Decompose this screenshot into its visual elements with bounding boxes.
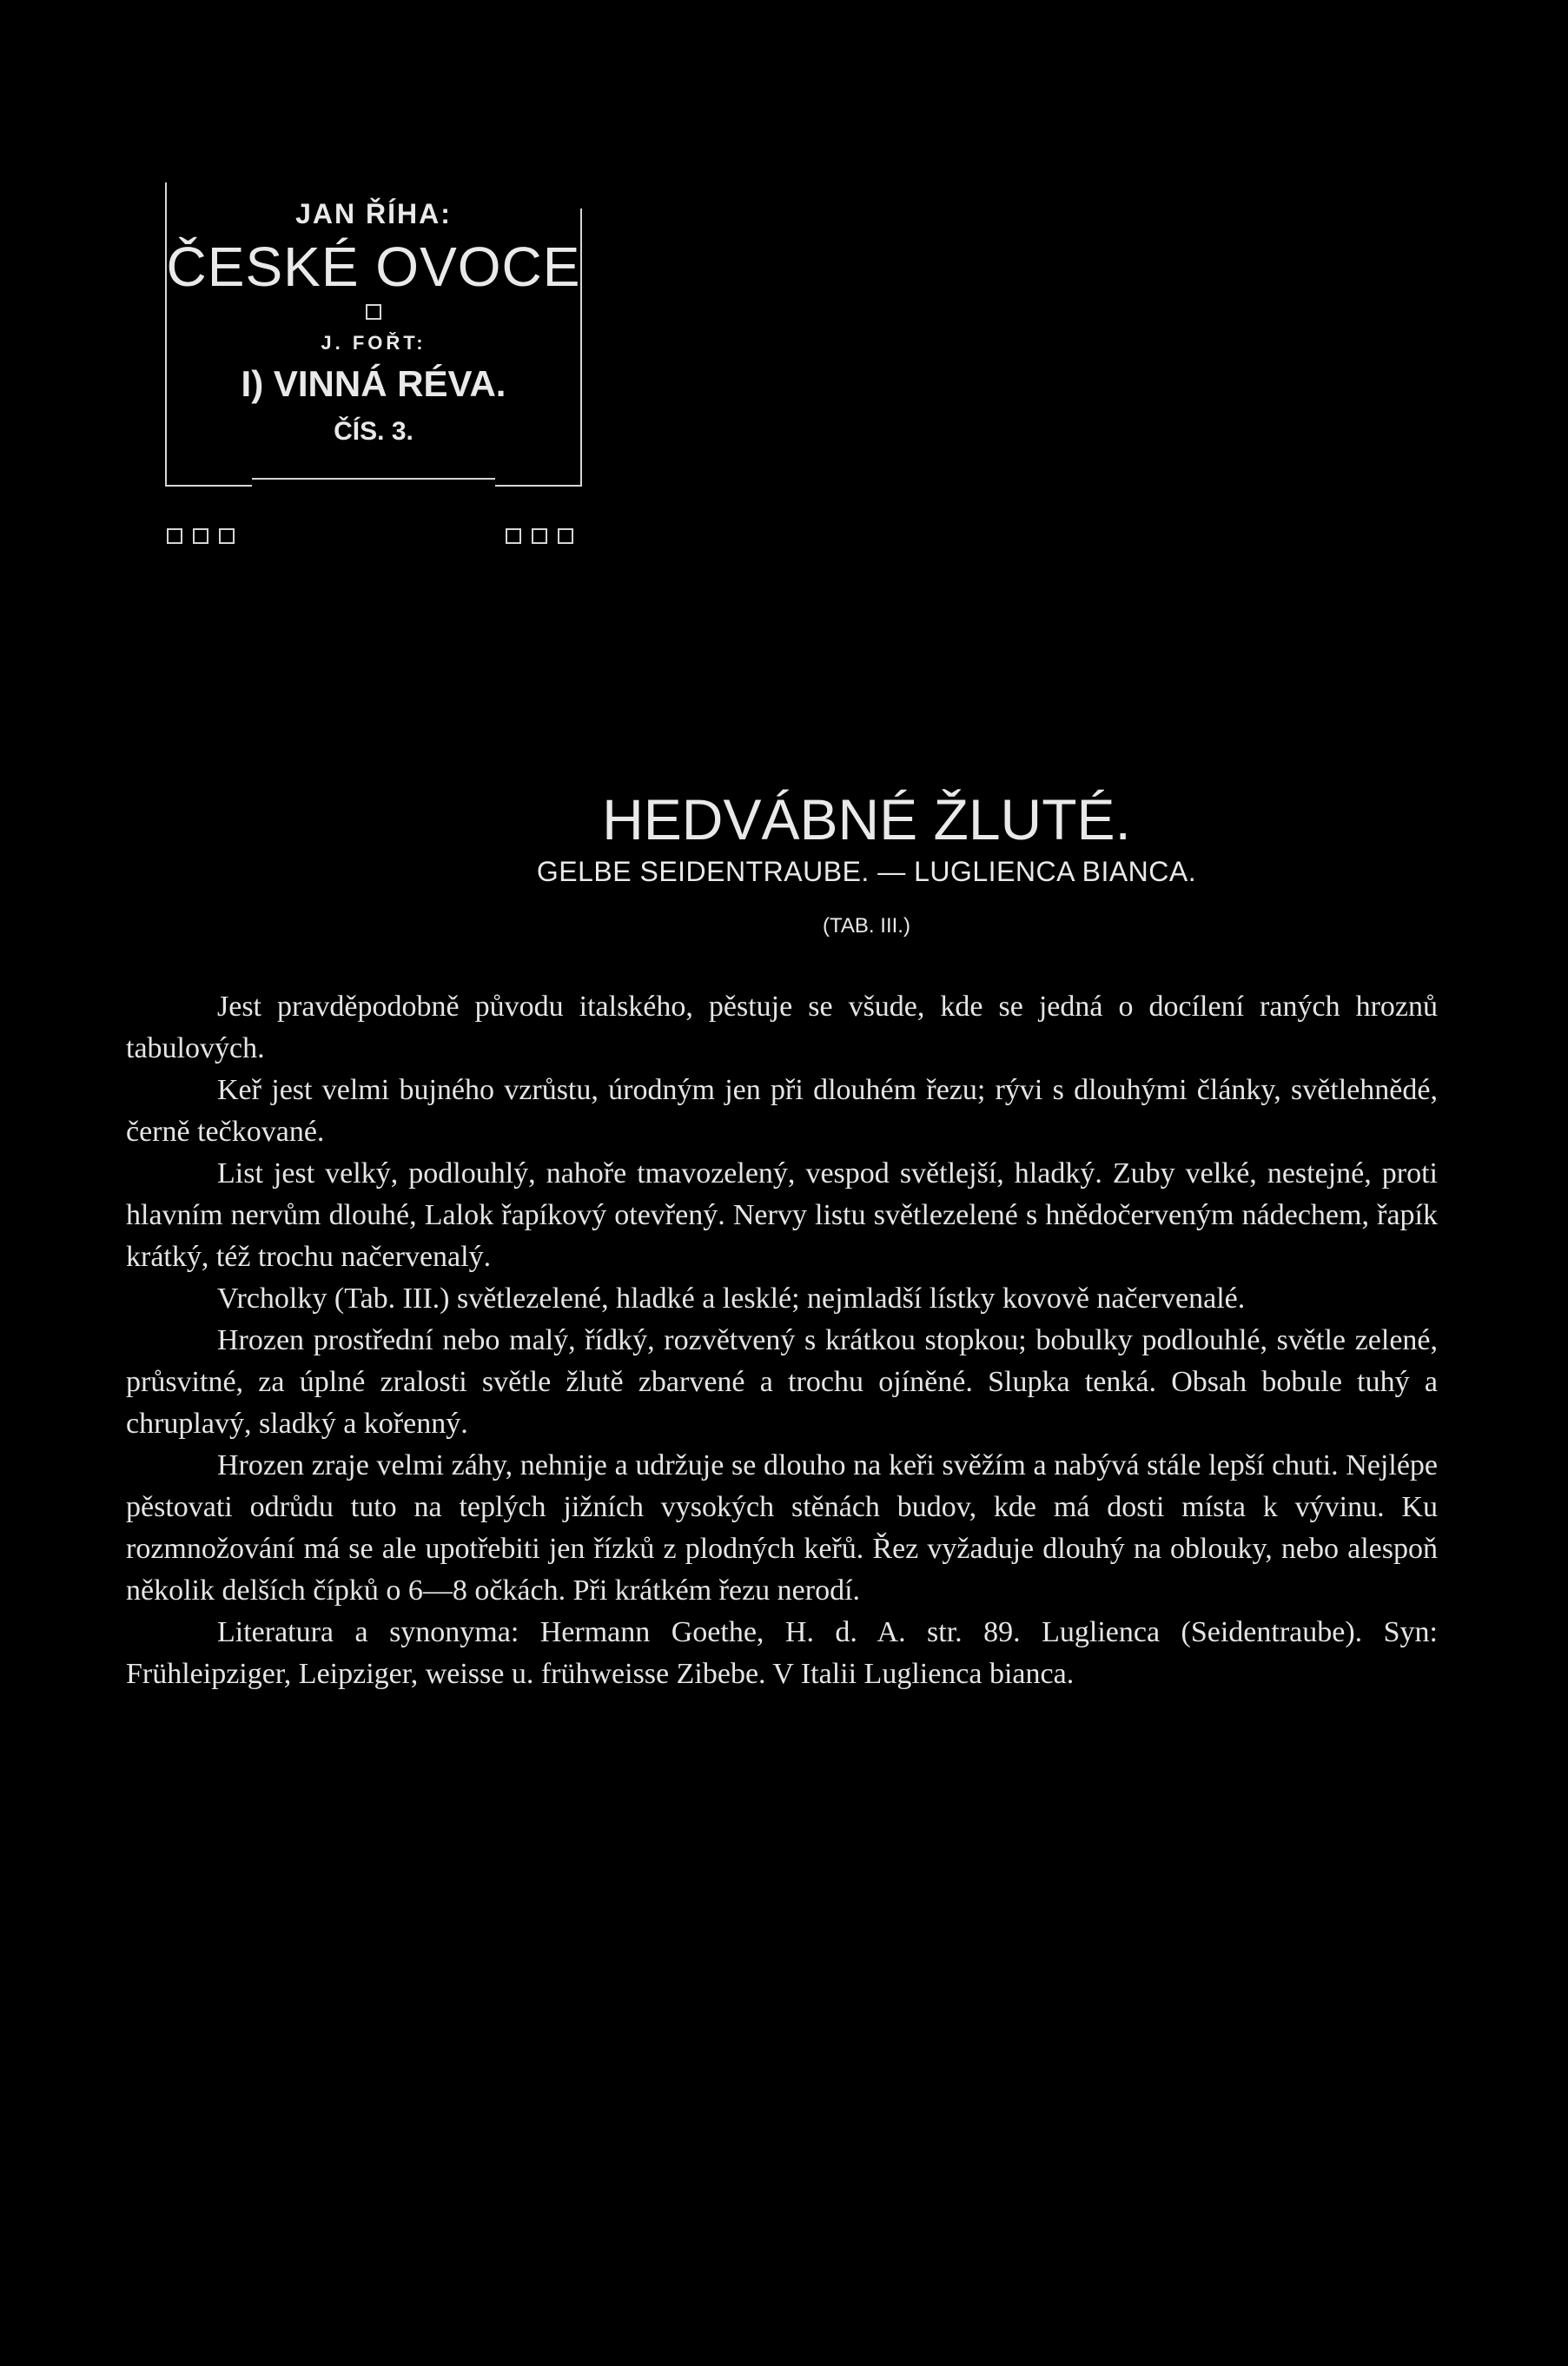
volume-number: ČÍS. 3. bbox=[334, 417, 414, 446]
paragraph-origin: Jest pravděpodobně původu italského, pěstuje se všude, kde se jedná o docílení raných hroznů tabulových. bbox=[126, 991, 1438, 1064]
square-ornament-icon bbox=[167, 528, 182, 544]
sub-author-name: J. FOŘT: bbox=[321, 332, 427, 354]
author-name: JAN ŘÍHA: bbox=[295, 198, 452, 229]
divider-rule bbox=[252, 478, 495, 480]
paragraph-cluster: Hrozen prostřední nebo malý, řídký, rozvětvený s krátkou stopkou; bobulky podlouhlé, světle zelené, průsvitné, za úplné zralosti světle žlutě zbarvené a trochu ojíněné. Slupka tenká. Obsah bobule tuhý a chruplavý, sladký a kořenný. bbox=[126, 1324, 1438, 1440]
volume-title: I) VINNÁ RÉVA. bbox=[241, 363, 506, 404]
description-body bbox=[126, 986, 1438, 1695]
variety-title: HEDVÁBNÉ ŽLUTÉ. bbox=[602, 787, 1131, 852]
series-title: ČESKÉ OVOCE bbox=[166, 235, 581, 298]
square-ornament-icon bbox=[532, 528, 547, 544]
variety-alternate-names: GELBE SEIDENTRAUBE. — LUGLIENCA BIANCA. bbox=[536, 856, 1197, 887]
square-ornament-icon bbox=[558, 528, 573, 544]
table-reference: (TAB. III.) bbox=[823, 914, 910, 938]
series-header-box bbox=[165, 182, 582, 487]
paragraph-bush: Keř jest velmi bujného vzrůstu, úrodným jen při dlouhém řezu; rývi s dlouhými články, světlehnědé, černě tečkované. bbox=[126, 1074, 1438, 1148]
square-ornament-icon bbox=[193, 528, 208, 544]
square-ornament-icon bbox=[366, 304, 381, 320]
square-ornament-icon bbox=[219, 528, 235, 544]
paragraph-leaf: List jest velký, podlouhlý, nahoře tmavozelený, vespod světlejší, hladký. Zuby velké, nestejné, proti hlavním nervům dlouhé, Lalok řapíkový otevřený. Nervy listu světlezelené s hnědočerveným nádechem, řapík krátký, též trochu načervenalý. bbox=[126, 1157, 1438, 1273]
ornament-squares-right bbox=[506, 528, 573, 544]
paragraph-ripening: Hrozen zraje velmi záhy, nehnije a udržuje se dlouho na keři svěžím a nabývá stále lepší chuti. Nejlépe pěstovati odrůdu tuto na teplých jižních vysokých stěnách budov, kde má dosti místa k vývinu. Ku rozmnožování má se ale upotřebiti jen řízků z plodných keřů. Řez vyžaduje dlouhý na oblouky, nebo alespoň několik delších čípků o 6—8 očkách. Při krátkém řezu nerodí. bbox=[126, 1449, 1438, 1607]
frame-line-bottom-right bbox=[495, 485, 582, 487]
paragraph-literature: Literatura a synonyma: Hermann Goethe, H. d. A. str. 89. Luglienca (Seidentraube). Syn: Frühleipziger, Leipziger, weisse u. frühweisse Zibebe. V Italii Luglienca bianca. bbox=[126, 1616, 1438, 1690]
paragraph-shoot-tips: Vrcholky (Tab. III.) světlezelené, hladké a lesklé; nejmladší lístky kovově načervenalé. bbox=[217, 1282, 1246, 1315]
ornament-square bbox=[165, 304, 582, 324]
frame-line-bottom-left bbox=[165, 485, 252, 487]
ornament-squares-left bbox=[167, 528, 235, 544]
square-ornament-icon bbox=[506, 528, 521, 544]
